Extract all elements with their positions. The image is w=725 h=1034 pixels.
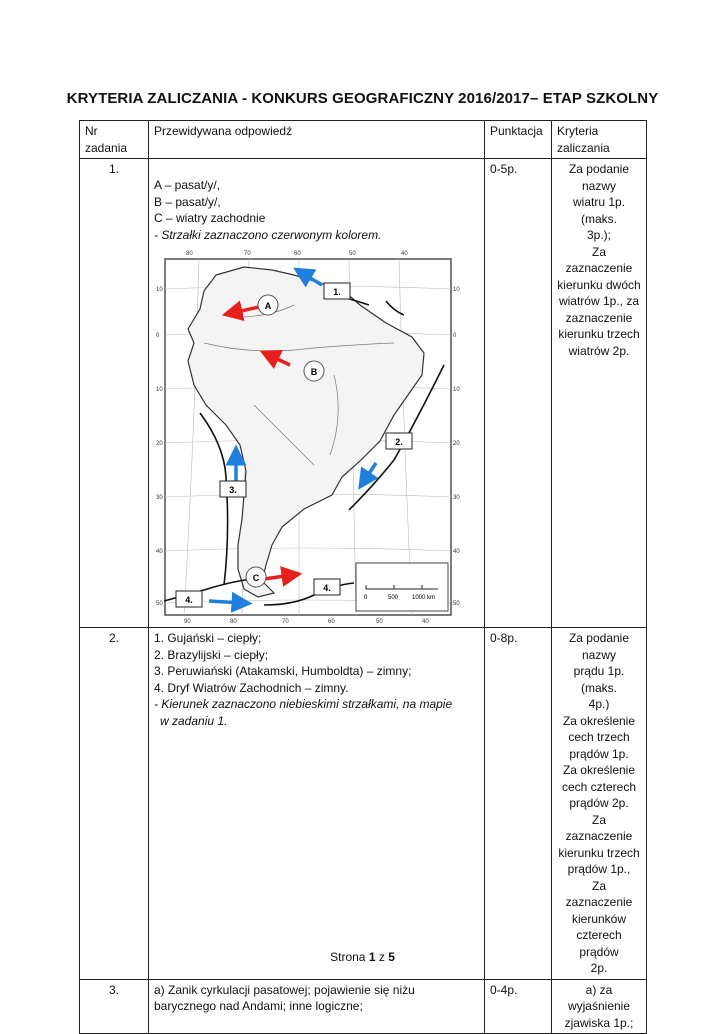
- svg-text:40: 40: [401, 251, 408, 257]
- svg-text:40: 40: [156, 549, 163, 555]
- svg-text:10: 10: [453, 287, 460, 293]
- svg-text:60: 60: [328, 619, 335, 625]
- svg-text:50: 50: [349, 251, 356, 257]
- row-criteria: Za podanie nazwy wiatru 1p. (maks. 3p.); Za zaznaczenie kierunku dwóch wiatrów 1p., za zaznaczenie kierunku trzech wiatrów 2p.: [552, 159, 647, 628]
- row-answer: [149, 628, 485, 980]
- table-row: [80, 628, 647, 980]
- row-criteria: Za podanie nazwy prądu 1p. (maks. 4p.) Za określenie cech trzech prądów 1p. Za określenie cech czterech prądów 2p. Za zaznaczenie kierunku trzech prądów 1p., Za zaznaczenie kierunków czterech prądów 2p.: [552, 628, 647, 980]
- answer-note: - Kierunek zaznaczono niebieskimi strzałkami, na mapie: [154, 697, 453, 711]
- svg-text:40: 40: [453, 549, 460, 555]
- answer-line: a) Zanik cyrkulacji pasatowej; pojawienie się niżu: [154, 982, 415, 997]
- answer-line: 1. Gujański – ciepły;: [154, 631, 262, 645]
- svg-text:70: 70: [244, 251, 251, 257]
- svg-text:A: A: [264, 301, 272, 311]
- svg-text:90: 90: [184, 619, 191, 625]
- criteria-table: [79, 120, 647, 1034]
- row-nr: 2.: [80, 628, 149, 980]
- svg-text:50: 50: [156, 601, 163, 607]
- header-criteria: Kryteria zaliczania: [552, 121, 647, 159]
- row-nr: 1.: [80, 159, 149, 628]
- document-title: KRYTERIA ZALICZANIA - KONKURS GEOGRAFICZNY 2016/2017– ETAP SZKOLNY: [66, 90, 659, 107]
- svg-text:0: 0: [453, 333, 457, 339]
- svg-text:50: 50: [453, 601, 460, 607]
- svg-text:10: 10: [156, 287, 163, 293]
- row-answer: [149, 979, 485, 1034]
- answer-line: barycznego nad Andami; inne logiczne;: [154, 999, 363, 1013]
- answer-line: B – pasat/y/,: [154, 194, 221, 209]
- svg-text:4.: 4.: [185, 595, 193, 605]
- answer-line: 4. Dryf Wiatrów Zachodnich – zimny.: [154, 680, 349, 695]
- row-answer: [149, 159, 485, 628]
- svg-text:50: 50: [376, 619, 383, 625]
- svg-text:70: 70: [282, 619, 289, 625]
- header-nr: Nr zadania: [80, 121, 149, 159]
- svg-text:20: 20: [156, 441, 163, 447]
- row-nr: 3.: [80, 979, 149, 1034]
- svg-text:10: 10: [156, 387, 163, 393]
- row-points: 0-4p.: [485, 979, 552, 1034]
- table-header-row: [80, 121, 647, 159]
- answer-note: - Strzałki zaznaczono czerwonym kolorem.: [154, 227, 382, 242]
- svg-text:0: 0: [364, 595, 368, 601]
- svg-text:0: 0: [156, 333, 160, 339]
- row-points: 0-8p.: [485, 628, 552, 980]
- header-points: Punktacja: [485, 121, 552, 159]
- svg-text:20: 20: [453, 441, 460, 447]
- map-scale: [356, 563, 448, 611]
- answer-line: 3. Peruwiański (Atakamski, Humboldta) – zimny;: [154, 664, 412, 678]
- svg-text:30: 30: [156, 495, 163, 501]
- svg-text:3.: 3.: [229, 485, 237, 495]
- svg-text:500: 500: [388, 595, 399, 601]
- svg-text:2.: 2.: [395, 437, 403, 447]
- table-row: [80, 979, 647, 1034]
- svg-text:10: 10: [453, 387, 460, 393]
- answer-line: 2. Brazylijski – ciepły;: [154, 647, 269, 662]
- page-footer: Strona 1 z 5: [330, 950, 395, 964]
- svg-text:1.: 1.: [333, 287, 341, 297]
- svg-text:60: 60: [294, 251, 301, 257]
- svg-text:B: B: [310, 367, 318, 377]
- answer-line: C – wiatry zachodnie: [154, 211, 266, 225]
- header-answer: Przewidywana odpowiedź: [149, 121, 485, 159]
- answer-line: A – pasat/y/,: [154, 178, 221, 192]
- svg-text:30: 30: [453, 495, 460, 501]
- row-points: 0-5p.: [485, 159, 552, 628]
- table-row: [80, 159, 647, 628]
- row-criteria: a) za wyjaśnienie zjawiska 1p.;: [552, 979, 647, 1034]
- svg-text:40: 40: [422, 619, 429, 625]
- svg-text:1000 km: 1000 km: [412, 595, 436, 601]
- answer-note: w zadaniu 1.: [160, 713, 228, 728]
- svg-text:80: 80: [186, 251, 193, 257]
- south-america-map: [154, 245, 462, 625]
- svg-text:80: 80: [230, 619, 237, 625]
- svg-text:C: C: [252, 573, 260, 583]
- svg-text:4.: 4.: [323, 583, 331, 593]
